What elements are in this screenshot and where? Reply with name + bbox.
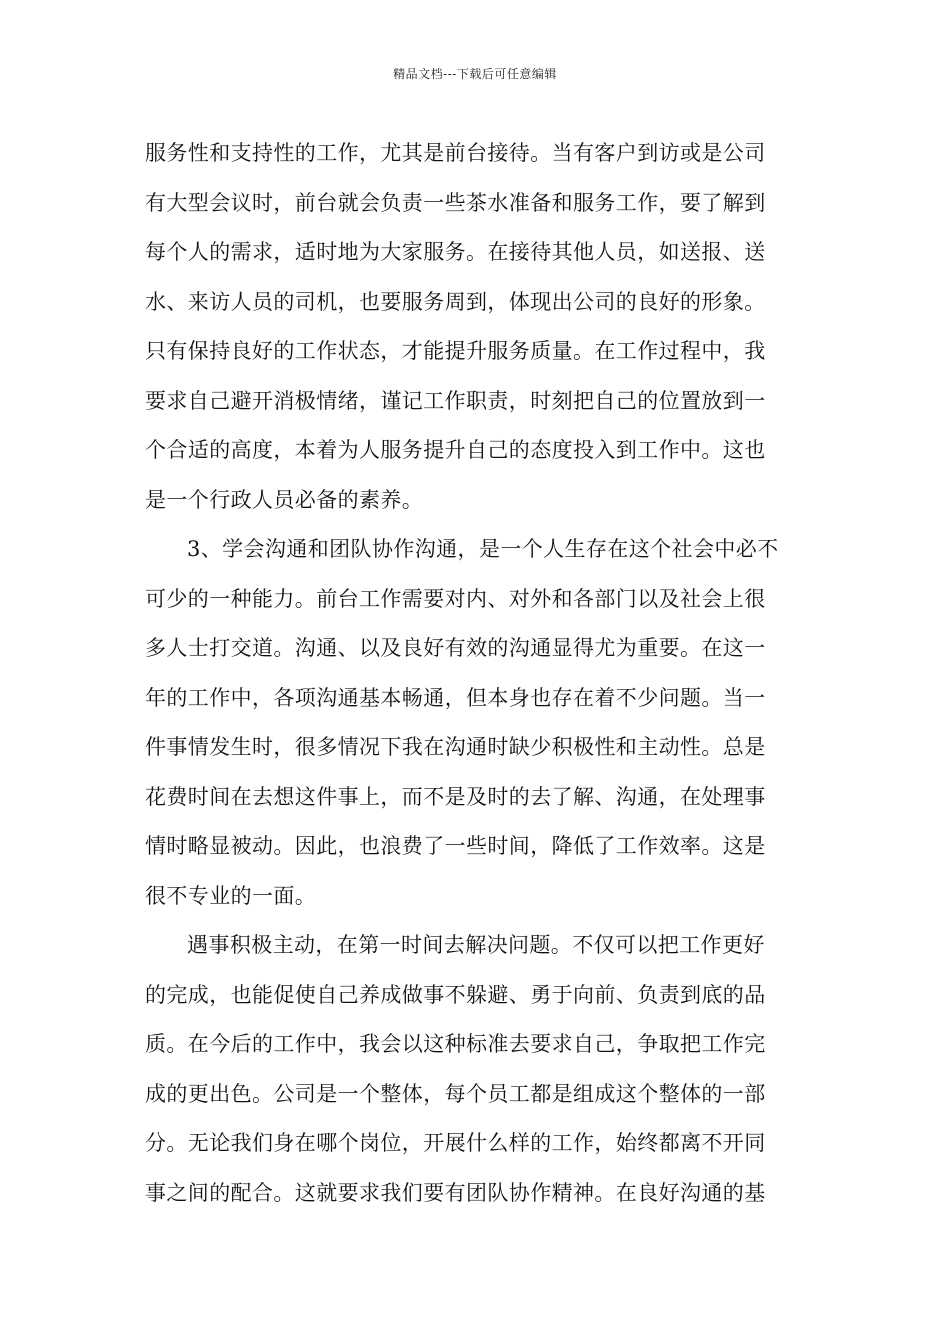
text-line: 年的工作中，各项沟通基本畅通，但本身也存在着不少问题。当一: [145, 685, 766, 710]
text-line: 很不专业的一面。: [145, 883, 317, 908]
text-line: 件事情发生时，很多情况下我在沟通时缺少积极性和主动性。总是: [145, 735, 766, 759]
text-line: 质。在今后的工作中，我会以这种标准去要求自己，争取把工作完: [145, 1032, 766, 1056]
text-line: 分。无论我们身在哪个岗位，开展什么样的工作，始终都离不开同: [145, 1131, 766, 1155]
text-line: 3、学会沟通和团队协作沟通，是一个人生存在这个社会中必不: [187, 537, 779, 561]
text-line: 服务性和支持性的工作，尤其是前台接待。当有客户到访或是公司: [145, 141, 766, 165]
text-line: 的完成，也能促使自己养成做事不躲避、勇于向前、负责到底的品: [145, 982, 766, 1007]
text-line: 多人士打交道。沟通、以及良好有效的沟通显得尤为重要。在这一: [145, 636, 766, 660]
text-line: 水、来访人员的司机，也要服务周到，体现出公司的良好的形象。: [145, 289, 766, 314]
text-line: 是一个行政人员必备的素养。: [145, 487, 424, 512]
text-line: 有大型会议时，前台就会负责一些茶水准备和服务工作，要了解到: [145, 190, 766, 215]
text-line: 花费时间在去想这件事上，而不是及时的去了解、沟通，在处理事: [145, 784, 766, 809]
text-line: 每个人的需求，适时地为大家服务。在接待其他人员，如送报、送: [145, 240, 766, 264]
text-line: 个合适的高度，本着为人服务提升自己的态度投入到工作中。这也: [145, 438, 766, 462]
text-line: 可少的一种能力。前台工作需要对内、对外和各部门以及社会上很: [145, 586, 766, 611]
text-line: 事之间的配合。这就要求我们要有团队协作精神。在良好沟通的基: [145, 1180, 766, 1205]
text-line: 要求自己避开消极情绪，谨记工作职责，时刻把自己的位置放到一: [145, 388, 766, 413]
text-line: 情时略显被动。因此，也浪费了一些时间，降低了工作效率。这是: [145, 834, 766, 858]
page-header: 精品文档---下载后可任意编辑: [393, 67, 557, 81]
text-line: 遇事积极主动，在第一时间去解决问题。不仅可以把工作更好: [187, 933, 765, 957]
text-line: 只有保持良好的工作状态，才能提升服务质量。在工作过程中，我: [145, 339, 766, 363]
document-body: [145, 129, 807, 1218]
text-line: 成的更出色。公司是一个整体，每个员工都是组成这个整体的一部: [145, 1081, 766, 1106]
